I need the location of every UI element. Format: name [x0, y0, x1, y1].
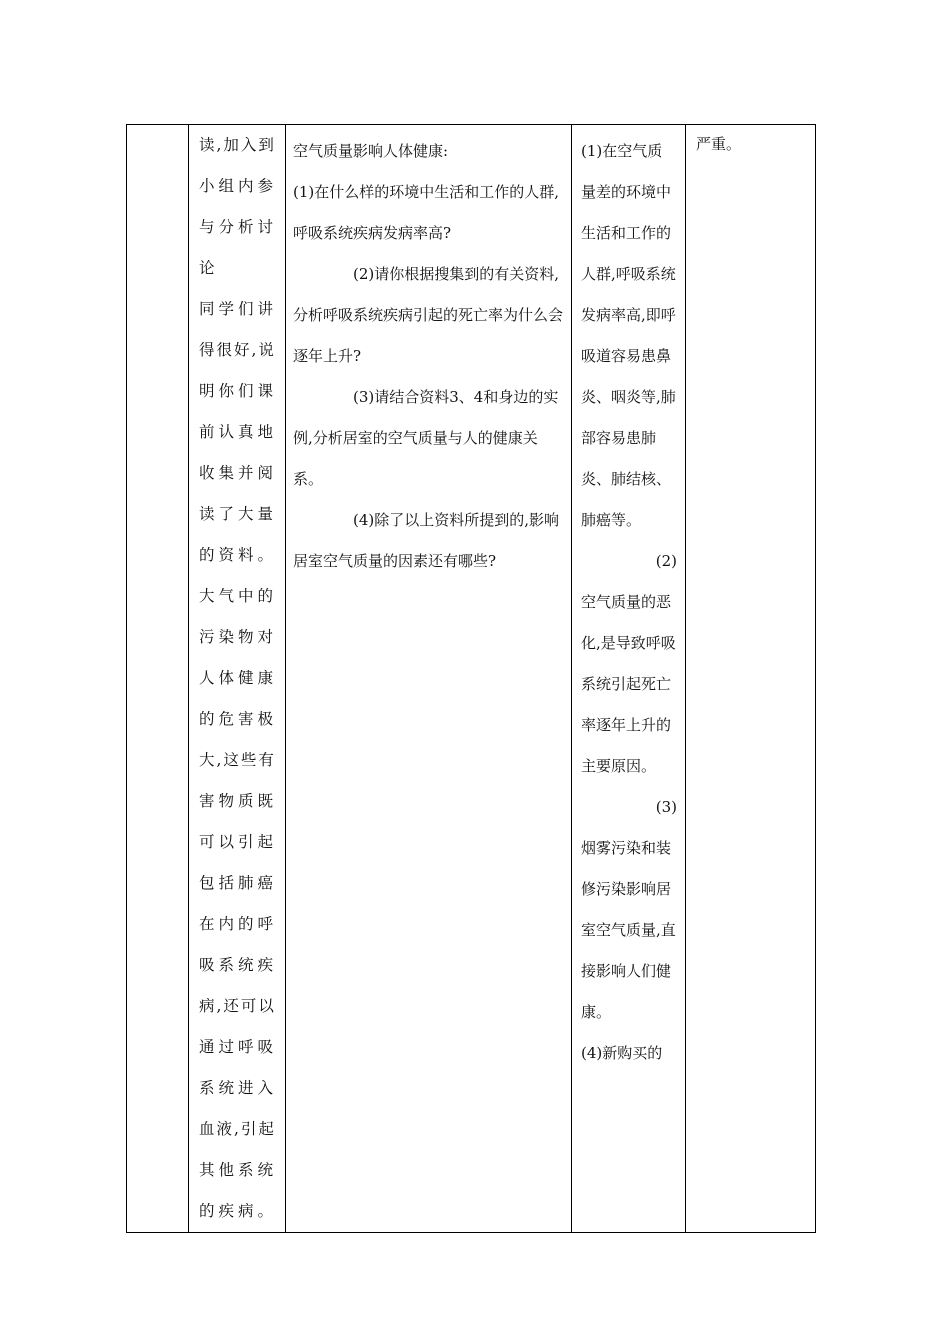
- student-activity-line: 论: [199, 259, 217, 277]
- question-2: (2)请你根据搜集到的有关资料,分析呼吸系统疾病引起的死亡率为什么会逐年上升?: [293, 265, 564, 365]
- answer-3: 烟雾污染和装修污染影响居室空气质量,直接影响人们健康。: [581, 839, 676, 1021]
- student-activity-line: 的危害极: [199, 710, 275, 728]
- student-activity-line: 病,还可以: [199, 997, 276, 1015]
- student-activity-line: 同学们讲: [199, 300, 275, 318]
- student-activity-line: 明你们课: [199, 382, 275, 400]
- student-activity-line: 通过呼吸: [199, 1038, 275, 1056]
- notes-text: 严重。: [696, 135, 742, 153]
- student-activity-line: 吸系统疾: [199, 956, 275, 974]
- student-activity-line: 污染物对: [199, 628, 275, 646]
- student-activity-text: [189, 125, 285, 1232]
- student-activity-line: 小组内参: [199, 177, 275, 195]
- student-activity-line: 大气中的: [199, 587, 275, 605]
- answer-4: (4)新购买的: [581, 1044, 663, 1062]
- answer-2-number: (2): [655, 552, 677, 570]
- answer-3-number: (3): [655, 798, 677, 816]
- student-activity-line: 血液,引起: [199, 1120, 276, 1138]
- student-activity-line: 的资料。: [199, 546, 275, 564]
- student-activity-line: 害物质既: [199, 792, 275, 810]
- student-activity-line: 得很好,说: [199, 341, 276, 359]
- student-activity-line: 读,加入到: [199, 136, 276, 154]
- student-activity-line: 其他系统: [199, 1161, 275, 1179]
- questions-cell: [286, 125, 572, 1233]
- student-activity-line: 的疾病。: [199, 1202, 275, 1220]
- student-activity-line: 可以引起: [199, 833, 275, 851]
- answer-1: (1)在空气质量差的环境中生活和工作的人群,呼吸系统发病率高,即呼吸道容易患鼻炎、咽炎等,肺部容易患肺炎、肺结核、肺癌等。: [581, 142, 676, 529]
- student-activity-cell: [189, 125, 286, 1233]
- question-3: (3)请结合资料3、4和身边的实例,分析居室的空气质量与人的健康关系。: [293, 388, 559, 488]
- student-activity-line: 系统进入: [199, 1079, 275, 1097]
- student-activity-line: 人体健康: [199, 669, 275, 687]
- student-activity-line: 收集并阅: [199, 464, 275, 482]
- answers-cell: [572, 125, 686, 1233]
- student-activity-line: 读了大量: [199, 505, 275, 523]
- student-activity-line: 大,这些有: [199, 751, 276, 769]
- answer-2: 空气质量的恶化,是导致呼吸系统引起死亡率逐年上升的主要原因。: [581, 593, 676, 775]
- table-row: [127, 125, 816, 1233]
- empty-first-column-cell: [127, 125, 189, 1233]
- student-activity-line: 在内的呼: [199, 915, 275, 933]
- question-4: (4)除了以上资料所提到的,影响居室空气质量的因素还有哪些?: [293, 511, 560, 570]
- questions-text: [286, 125, 571, 582]
- questions-heading: 空气质量影响人体健康:: [293, 142, 449, 160]
- student-activity-line: 与分析讨: [199, 218, 275, 236]
- student-activity-line: 包括肺癌: [199, 874, 275, 892]
- notes-cell: [686, 125, 816, 1233]
- lesson-table: [126, 124, 816, 1233]
- question-1: (1)在什么样的环境中生活和工作的人群,呼吸系统疾病发病率高?: [293, 183, 560, 242]
- student-activity-line: 前认真地: [199, 423, 275, 441]
- answers-text: [572, 125, 685, 1074]
